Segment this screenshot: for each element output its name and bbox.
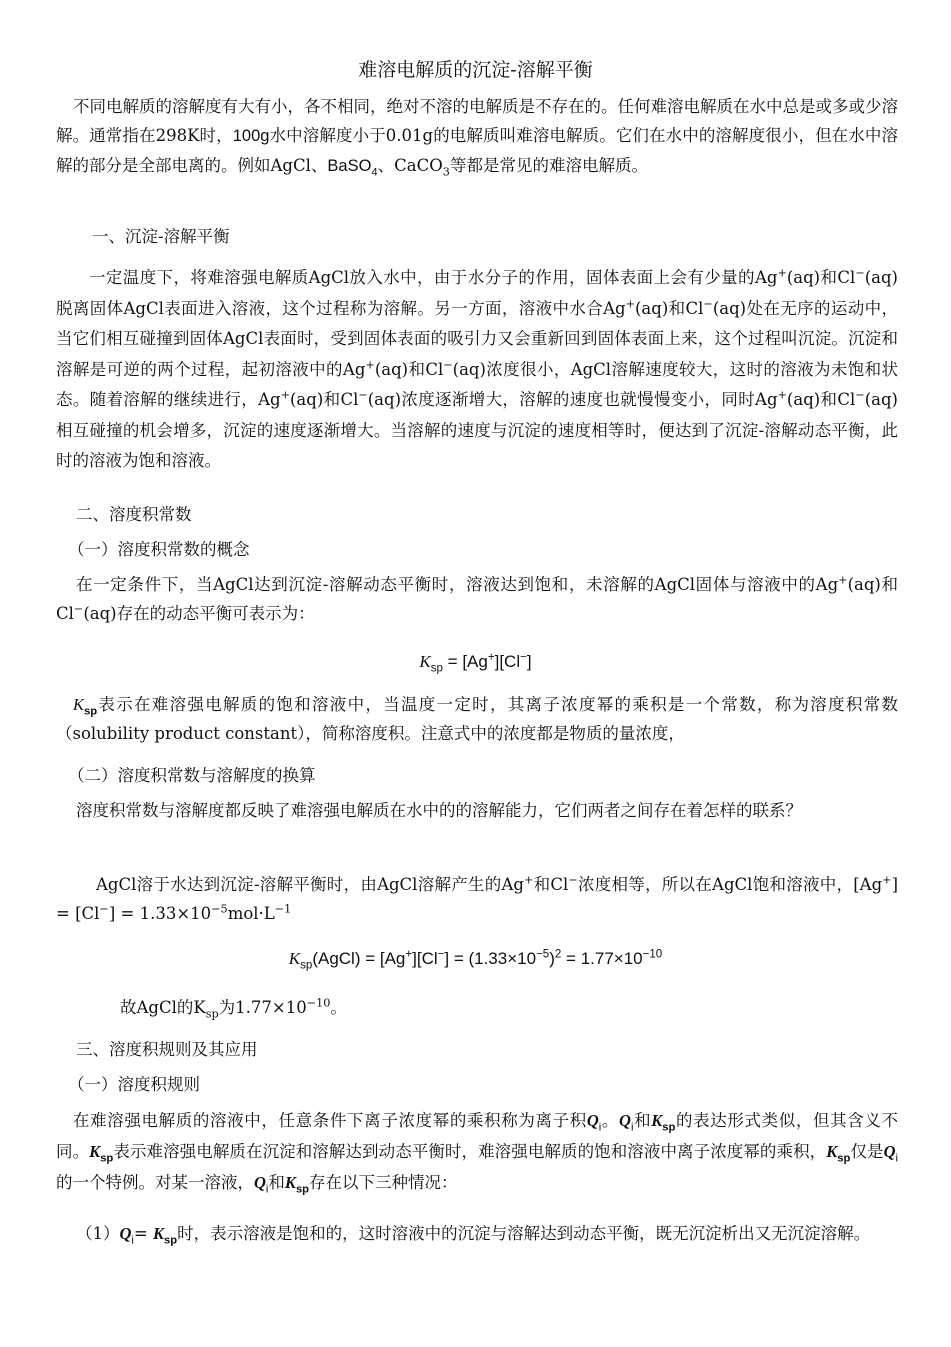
section-heading-2: 二、溶度积常数: [76, 505, 192, 524]
section-heading-3: 三、溶度积规则及其应用: [76, 1040, 258, 1059]
section-heading-1: 一、沉淀-溶解平衡: [92, 227, 230, 246]
section-3-paragraph-1: 在难溶强电解质的溶液中，任意条件下离子浓度幂的乘积称为离子积$Q_i$。$Q_i$和$K_{sp}$的表达形式类似，但其含义不同。$K_{sp}$表示难溶强电解质在沉淀和溶解达到动态平衡时，难溶强电解质的饱和溶液中离子浓度幂的乘积，$K_{sp}$仅是$Q_i$的一个特例。对某一溶液，$Q_i$和$K_{sp}$存在以下三种情况：: [56, 1111, 899, 1196]
section-2-paragraph-2: $K_{sp}$表示在难溶强电解质的饱和溶液中，当温度一定时，其离子浓度幂的乘积是一个常数，称为溶度积常数（solubility product constant），简称溶度积。注意式中的浓度都是物质的量浓度，: [56, 695, 898, 743]
subsection-heading-2-1: （一）溶度积常数的概念: [68, 540, 250, 559]
subsection-heading-3-1: （一）溶度积规则: [68, 1075, 200, 1094]
intro-paragraph: 不同电解质的溶解度有大有小，各不相同，绝对不溶的电解质是不存在的。任何难溶电解质在水中总是或多或少溶解。通常指在298K时，100g水中溶解度小于0.01g的电解质叫难溶电解质。它们在水中的溶解度很小，但在水中溶解的部分是全部电离的。例如AgCl、BaSO$_4$、CaCO$_3$等都是常见的难溶电解质。: [56, 97, 898, 179]
subsection-heading-2-2: （二）溶度积常数与溶解度的换算: [68, 766, 316, 785]
section-3-paragraph-2: $(1)Q_i= K_{sp}$时，表示溶液是饱和的，这时溶液中的沉淀与溶解达到动态平衡，既无沉淀析出又无沉淀溶解。: [76, 1224, 871, 1247]
section-2-paragraph-1: 在一定条件下，当AgCl达到沉淀-溶解动态平衡时，溶液达到饱和，未溶解的AgCl固体与溶液中的Ag+(aq)和Cl−(aq)存在的动态平衡可表示为：: [56, 573, 898, 623]
page-title: 难溶电解质的沉淀-溶解平衡: [358, 59, 593, 81]
section-2-paragraph-4: AgCl溶于水达到沉淀-溶解平衡时，由AgCl溶解产生的Ag+和Cl−浓度相等，所以在AgCl饱和溶液中，$[Ag^+] = [Cl^-] = 1.33\times 10^{-5}mol\cdot L^{-1}$: [56, 873, 898, 923]
ksp-definition-formula: $K_{sp} = [Ag^+][Cl^-]$: [419, 651, 532, 675]
section-2-paragraph-5: 故AgCl的$K_{sp}$为$1.77\times 10^{-10}$。: [120, 996, 347, 1021]
ksp-agcl-formula: $K_{sp}(AgCl) = [Ag^+][Cl^-] = (1.33\times 10^{-5})^2 = 1.77\times 10^{-10}$: [288, 948, 663, 972]
section-2-paragraph-3: 溶度积常数与溶解度都反映了难溶强电解质在水中的的溶解能力，它们两者之间存在着怎样的联系？: [76, 801, 802, 820]
section-1-paragraph: 一定温度下，将难溶强电解质AgCl放入水中，由于水分子的作用，固体表面上会有少量的Ag+(aq)和Cl−(aq)脱离固体AgCl表面进入溶液，这个过程称为溶解。另一方面，溶液中水合Ag+(aq)和Cl−(aq)处在无序的运动中，当它们相互碰撞到固体AgCl表面时，受到固体表面的吸引力又会重新回到固体表面上来，这个过程叫沉淀。沉淀和溶解是可逆的两个过程，起初溶液中的Ag+(aq)和Cl−(aq)浓度很小，AgCl溶解速度较大，这时的溶液为未饱和状态。随着溶解的继续进行，Ag+(aq)和Cl−(aq)浓度逐渐增大，溶解的速度也就慢慢变小，同时Ag+(aq)和Cl−(aq)相互碰撞的机会增多，沉淀的速度逐渐增大。当溶解的速度与沉淀的速度相等时，便达到了沉淀-溶解动态平衡，此时的溶液为饱和溶液。: [56, 266, 899, 470]
